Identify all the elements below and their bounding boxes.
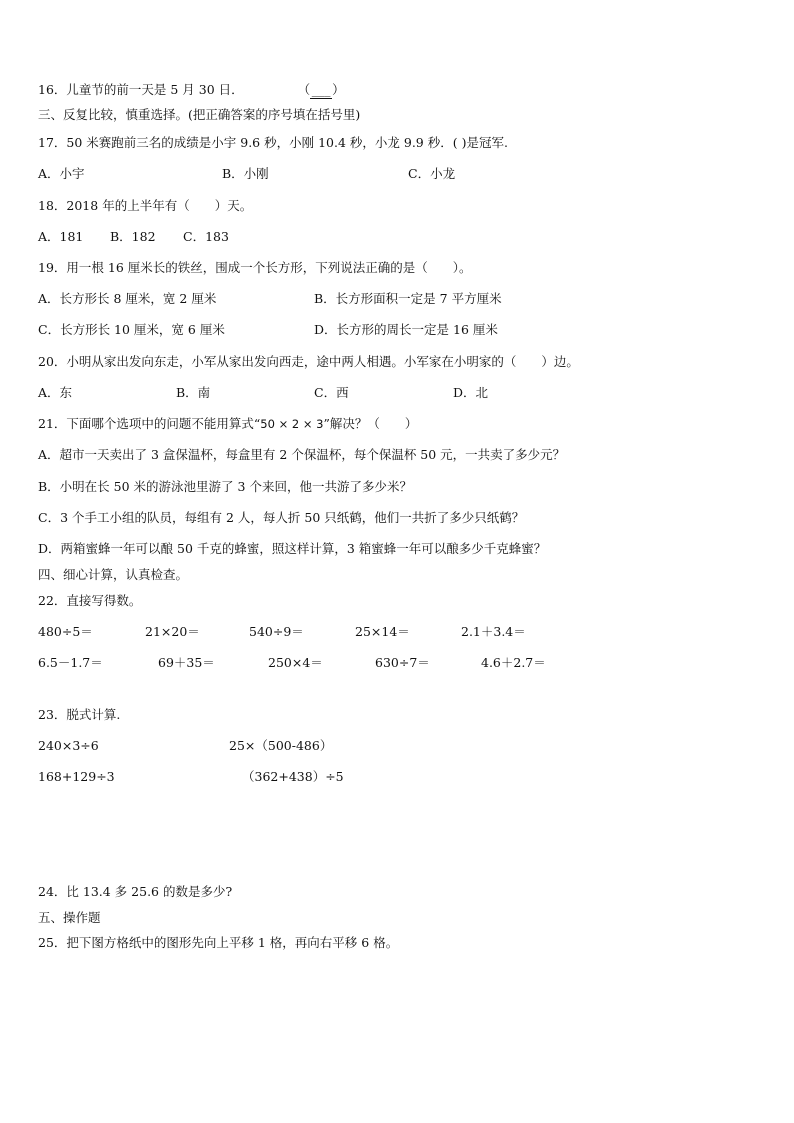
q22-calc: 540÷9＝ [249,624,304,639]
q23-expression: 240×3÷6 [38,738,99,753]
q21-option-b[interactable]: B．小明在长 50 米的游泳池里游了 3 个来回，他一共游了多少米？ [38,479,412,494]
q20-option-c[interactable]: C．西 [314,385,349,400]
section-3-title: 三、反复比较，慎重选择。(把正确答案的序号填在括号里) [38,107,361,122]
question-25-text: 25．把下图方格纸中的图形先向上平移 1 格，再向右平移 6 格。 [38,935,399,950]
question-21-formula: 50 × 2 × 3 [260,417,324,431]
q19-option-b[interactable]: B．长方形面积一定是 7 平方厘米 [314,291,502,306]
q19-option-d[interactable]: D．长方形的周长一定是 16 厘米 [314,322,498,337]
answer-blank[interactable]: ___ [311,82,331,97]
q18-option-b[interactable]: B．182 [110,229,156,244]
q22-calc: 2.1＋3.4＝ [461,624,526,639]
q23-expression: 25×（500-486） [229,738,333,753]
q23-expression: 168+129÷3 [38,769,115,784]
q22-calc: 630÷7＝ [375,655,430,670]
q20-option-b[interactable]: B．南 [176,385,211,400]
q20-option-a[interactable]: A．东 [38,385,73,400]
question-17-text: 17．50 米赛跑前三名的成绩是小宇 9.6 秒，小刚 10.4 秒，小龙 9.9 秒．( )是冠军. [38,135,508,150]
question-19-text: 19．用一根 16 厘米长的铁丝，围成一个长方形，下列说法正确的是（ ）。 [38,260,472,275]
q17-option-c[interactable]: C．小龙 [408,166,456,181]
q22-calc: 69＋35＝ [158,655,215,670]
q19-option-a[interactable]: A．长方形长 8 厘米，宽 2 厘米 [38,291,217,306]
q21-option-a[interactable]: A．超市一天卖出了 3 盒保温杯，每盒里有 2 个保温杯，每个保温杯 50 元，一共卖了多少元？ [38,447,566,462]
q21-option-d[interactable]: D．两箱蜜蜂一年可以酿 50 千克的蜂蜜，照这样计算，3 箱蜜蜂一年可以酿多少千克蜂蜜？ [38,541,547,556]
q22-calc: 21×20＝ [145,624,200,639]
q17-option-a[interactable]: A．小宇 [38,166,85,181]
q22-calc: 480÷5＝ [38,624,93,639]
q23-expression: （362+438）÷5 [242,769,344,784]
question-20-text: 20．小明从家出发向东走，小军从家出发向西走，途中两人相遇。小军家在小明家的（ ）边。 [38,354,579,369]
paren-open: （ [297,82,311,97]
question-16-text: 16．儿童节的前一天是 5 月 30 日． [38,82,244,97]
question-24-text: 24．比 13.4 多 25.6 的数是多少? [38,884,233,899]
paren-close: ） [332,82,345,97]
question-22-text: 22．直接写得数。 [38,593,142,608]
q17-option-b[interactable]: B．小刚 [222,166,269,181]
q19-option-c[interactable]: C．长方形长 10 厘米，宽 6 厘米 [38,322,225,337]
q21-option-c[interactable]: C．3 个手工小组的队员，每组有 2 人，每人折 50 只纸鹤，他们一共折了多少只纸鹤？ [38,510,525,525]
section-4-title: 四、细心计算，认真检查。 [38,567,189,582]
q22-calc: 6.5－1.7＝ [38,655,103,670]
question-21 [38,416,417,432]
q22-calc: 250×4＝ [268,655,323,670]
question-21-text-pre: 21．下面哪个选项中的问题不能用算式“ [38,416,261,431]
question-23-text: 23．脱式计算. [38,707,121,722]
q20-option-d[interactable]: D．北 [453,385,489,400]
q22-calc: 25×14＝ [355,624,410,639]
q18-option-a[interactable]: A．181 [38,229,84,244]
q22-calc: 4.6＋2.7＝ [481,655,546,670]
question-21-text-post: ”解决？（ ） [323,416,418,431]
q18-option-c[interactable]: C．183 [183,229,229,244]
question-18-text: 18．2018 年的上半年有（ ）天。 [38,198,253,213]
section-5-title: 五、操作题 [38,910,101,925]
question-16 [38,82,345,99]
